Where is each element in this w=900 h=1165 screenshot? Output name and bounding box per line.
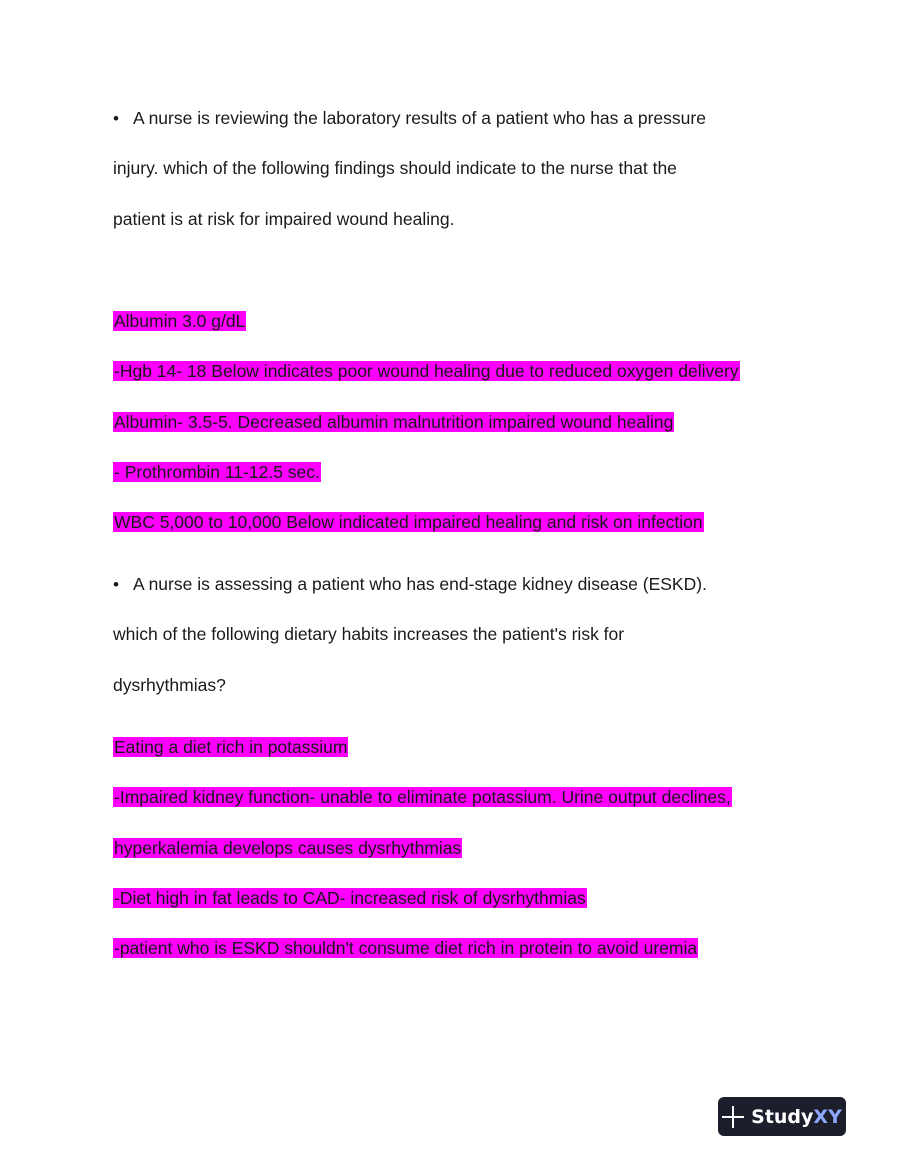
answer-1-line-1 [113, 310, 246, 332]
answer-1-line-2 [113, 360, 740, 382]
answer-2-line-2 [113, 786, 732, 808]
question-1-text: A nurse is reviewing the laboratory results of a patient who has a pressure [133, 108, 706, 128]
question-2-line-2: which of the following dietary habits increases the patient's risk for [113, 624, 625, 644]
highlighted-text: -Diet high in fat leads to CAD- increased risk of dysrhythmias [114, 888, 586, 908]
highlighted-text: Eating a diet rich in potassium [114, 737, 348, 757]
bullet-icon: • [113, 109, 119, 128]
bullet-icon: • [113, 575, 119, 594]
question-1-line-2: injury. which of the following findings should indicate to the nurse that the [113, 158, 677, 178]
highlighted-text: -Hgb 14- 18 Below indicates poor wound healing due to reduced oxygen delivery [114, 361, 739, 381]
plus-icon [722, 1106, 744, 1128]
answer-2-line-5 [113, 937, 698, 959]
badge-text-study: Study [751, 1105, 814, 1128]
highlighted-text: Albumin 3.0 g/dL [114, 311, 246, 331]
highlighted-text: -patient who is ESKD shouldn't consume diet rich in protein to avoid uremia [114, 938, 698, 958]
highlighted-text: - Prothrombin 11-12.5 sec. [114, 462, 320, 482]
answer-2-line-4 [113, 887, 587, 909]
badge-text-xy: XY [813, 1105, 842, 1128]
answer-2-line-3 [113, 837, 462, 859]
answer-1-line-3 [113, 411, 674, 433]
question-1-line-1 [113, 107, 706, 130]
highlighted-text: -Impaired kidney function- unable to eliminate potassium. Urine output declines, [114, 787, 731, 807]
question-2-line-3: dysrhythmias? [113, 675, 226, 695]
highlighted-text: hyperkalemia develops causes dysrhythmias [114, 838, 462, 858]
studyxy-badge[interactable] [718, 1097, 846, 1136]
answer-1-line-5 [113, 511, 704, 533]
question-1-line-3: patient is at risk for impaired wound healing. [113, 209, 455, 229]
highlighted-text: WBC 5,000 to 10,000 Below indicated impaired healing and risk on infection [114, 512, 703, 532]
question-2-text: A nurse is assessing a patient who has end-stage kidney disease (ESKD). [133, 574, 707, 594]
question-2-line-1 [113, 573, 707, 596]
answer-1-line-4 [113, 461, 321, 483]
highlighted-text: Albumin- 3.5-5. Decreased albumin malnutrition impaired wound healing [114, 412, 674, 432]
answer-2-line-1 [113, 736, 348, 758]
